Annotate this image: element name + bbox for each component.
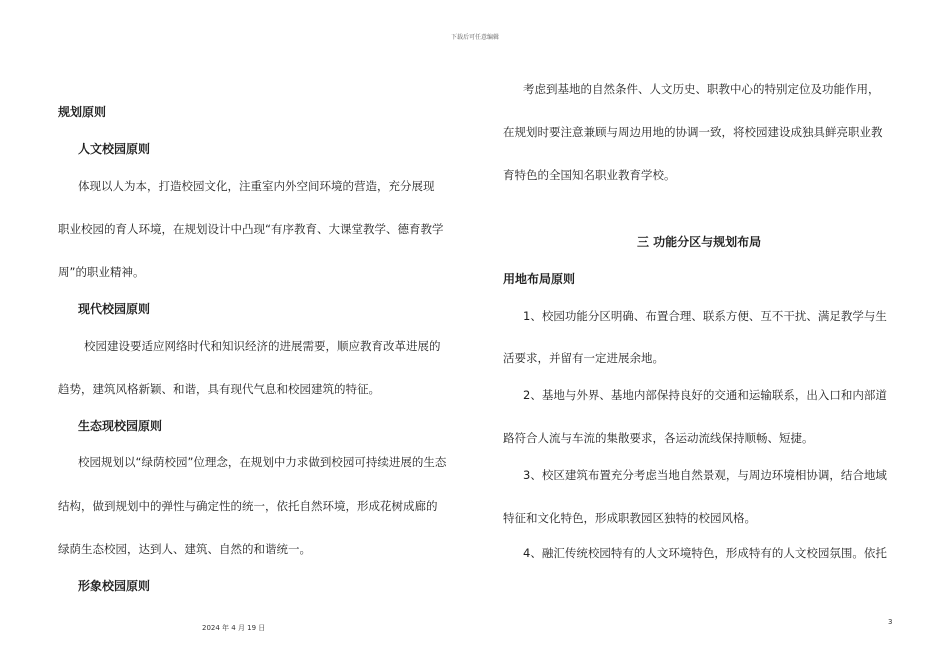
section-title-image: 形象校园原则: [78, 579, 151, 593]
list-item-2-line: 2、基地与外界、基地内部保持良好的交通和运输联系，出入口和内部道: [523, 388, 887, 402]
section-title-humanistic: 人文校园原则: [78, 142, 151, 156]
paragraph-line: 结构，做到规划中的弹性与确定性的统一，依托自然环境，形成花树成廊的: [58, 499, 438, 513]
paragraph-line: 校园建设要适应网络时代和知识经济的进展需要，顺应教育改革进展的: [84, 339, 441, 353]
section-title-functional-zoning: 三 功能分区与规划布局: [637, 235, 762, 249]
paragraph-line: 在规划时要注意兼顾与周边用地的协调一致，将校园建设成独具鲜亮职业教: [503, 125, 883, 139]
list-item-1-line: 1、校园功能分区明确、布置合理、联系方便、互不干扰、满足教学与生: [523, 309, 887, 323]
paragraph-line: 周”的职业精神。: [58, 265, 145, 279]
heading-planning-principles: 规划原则: [58, 105, 107, 119]
subsection-title-land-use: 用地布局原则: [503, 272, 576, 286]
list-item-3-line: 3、校区建筑布置充分考虑当地自然景观，与周边环境相协调，结合地域: [523, 468, 887, 482]
paragraph-line: 体现以人为本，打造校园文化，注重室内外空间环境的营造，充分展现: [78, 179, 435, 193]
section-title-ecological: 生态现校园原则: [78, 419, 163, 433]
list-item-4-line: 4、融汇传统校园特有的人文环境特色，形成特有的人文校园氛围。依托: [523, 546, 887, 560]
footer-date: 2024 年 4 月 19 日: [202, 624, 266, 632]
paragraph-line: 绿荫生态校园，达到人、建筑、自然的和谐统一。: [58, 542, 311, 556]
paragraph-line: 考虑到基地的自然条件、人文历史、职教中心的特别定位及功能作用，: [523, 82, 880, 96]
paragraph-line: 职业校园的育人环境，在规划设计中凸现“有序教育、大课堂教学、德育教学: [58, 222, 444, 236]
list-item-2-line: 路符合人流与车流的集散要求，各运动流线保持顺畅、短捷。: [503, 431, 814, 445]
page-header: 下载后可任意编辑: [451, 34, 500, 41]
paragraph-line: 校园规划以“绿荫校园”位理念，在规划中力求做到校园可持续进展的生态: [78, 455, 447, 469]
list-item-1-line: 活要求，并留有一定进展余地。: [503, 351, 664, 365]
section-title-modern: 现代校园原则: [78, 302, 151, 316]
page-number: 3: [888, 618, 893, 626]
paragraph-line: 趋势，建筑风格新颖、和谐，具有现代气息和校园建筑的特征。: [58, 382, 380, 396]
list-item-3-line: 特征和文化特色，形成职教园区独特的校园风格。: [503, 511, 756, 525]
paragraph-line: 育特色的全国知名职业教育学校。: [503, 168, 676, 182]
